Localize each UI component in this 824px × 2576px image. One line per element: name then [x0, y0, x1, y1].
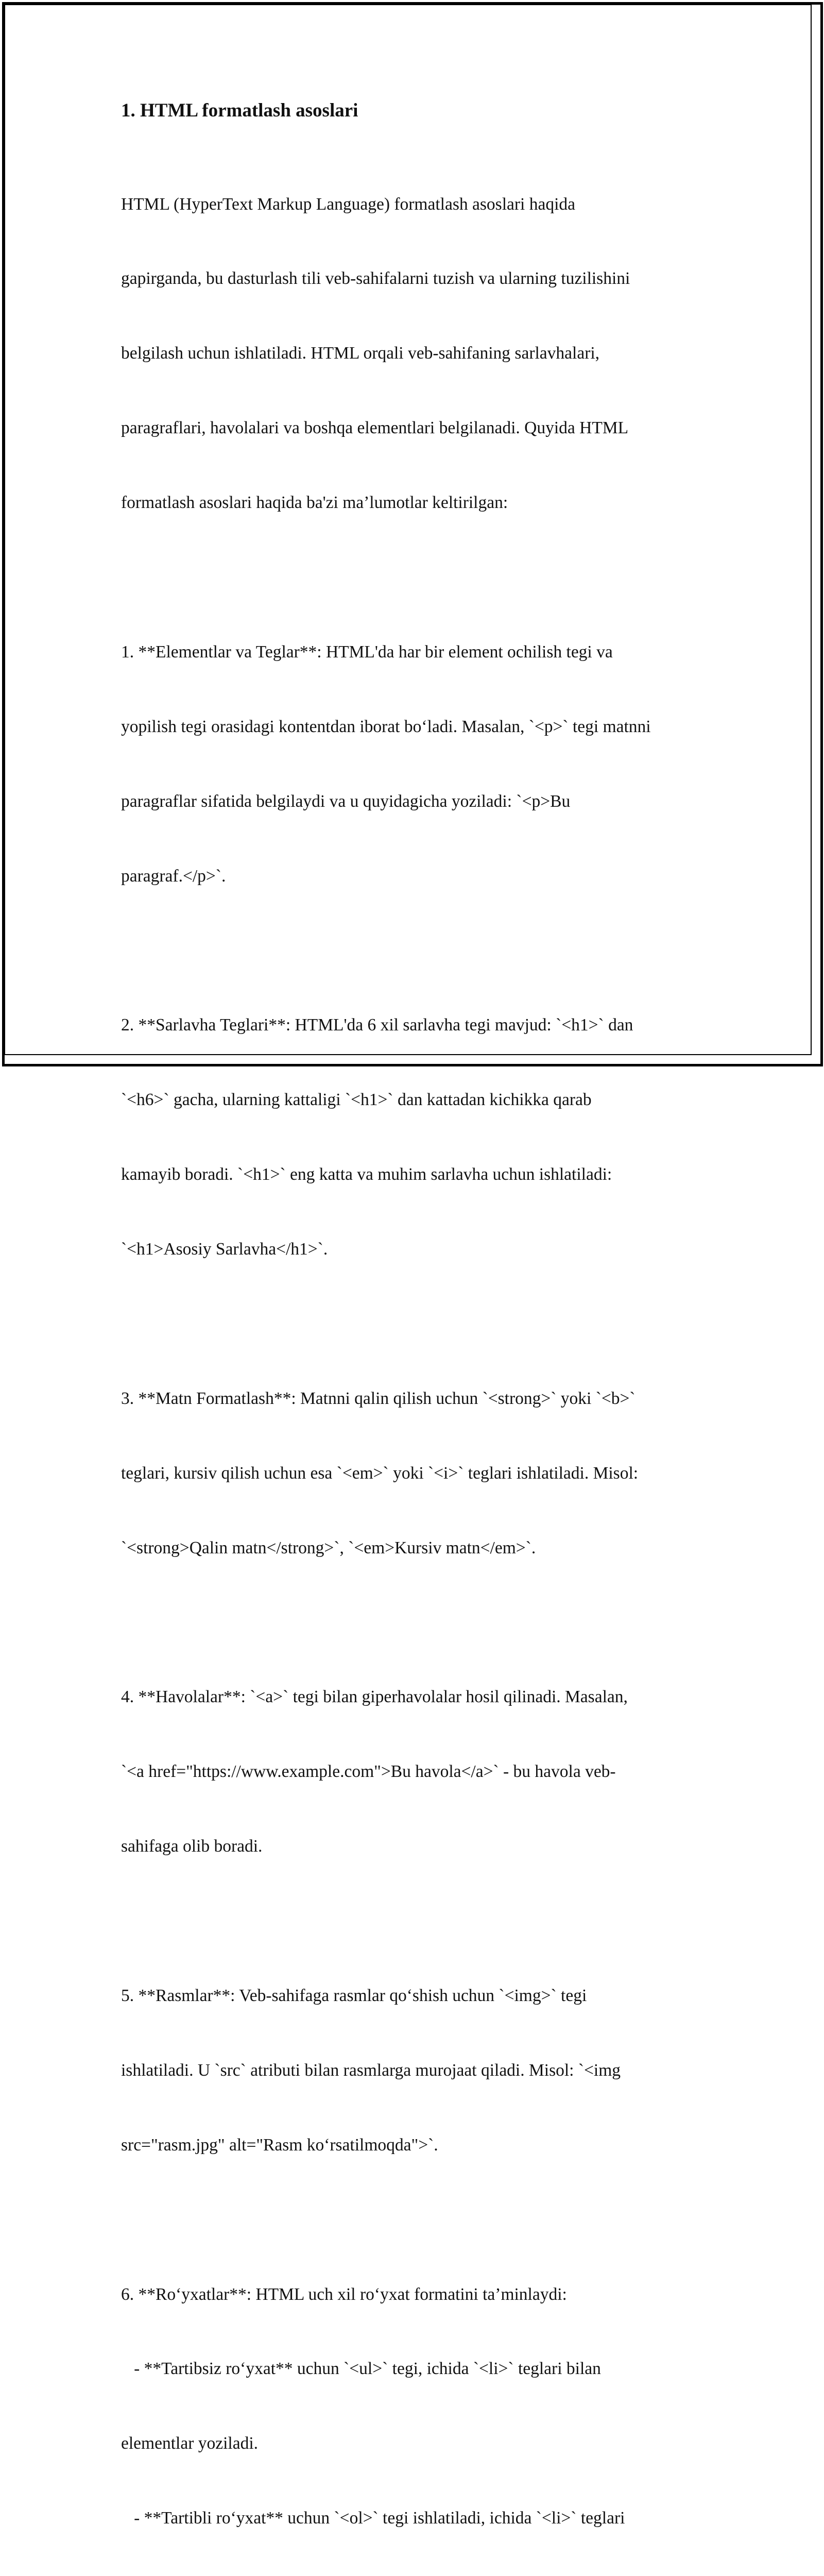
text-line: gapirganda, bu dasturlash tili veb-sahifalarni tuzish va ularning tuzilishini — [121, 269, 630, 289]
text-line: 1. **Elementlar va Teglar**: HTML'da har bir element ochilish tegi va — [121, 642, 613, 662]
point-heading-tags — [121, 963, 713, 1312]
text-line: teglari, kursiv qilish uchun esa `<em>` yoki `<i>` teglari ishlatiladi. Misol: — [121, 1463, 639, 1483]
text-line: paragraflar sifatida belgilaydi va u quyidagicha yoziladi: `<p>Bu — [121, 791, 571, 811]
text-line: yopilish tegi orasidagi kontentdan iborat bo‘ladi. Masalan, `<p>` tegi matnni — [121, 717, 651, 736]
point-text-formatting — [121, 1336, 713, 1610]
text-line: kamayib boradi. `<h1>` eng katta va muhim sarlavha uchun ishlatiladi: — [121, 1165, 612, 1184]
point-lists — [121, 2232, 713, 2576]
text-line: 4. **Havolalar**: `<a>` tegi bilan giperhavolalar hosil qilinadi. Masalan, — [121, 1687, 628, 1707]
text-line: `<a href="https://www.example.com">Bu havola</a>` - bu havola veb- — [121, 1762, 616, 1782]
text-line: - **Tartibli ro‘yxat** uchun `<ol>` tegi ishlatiladi, ichida `<li>` teglari — [121, 2509, 625, 2528]
text-line: `<strong>Qalin matn</strong>`, `<em>Kursiv matn</em>`. — [121, 1538, 536, 1557]
text-line: `<h1>Asosiy Sarlavha</h1>`. — [121, 1240, 328, 1259]
point-elements-tags — [121, 590, 713, 938]
text-line: formatlash asoslari haqida ba'zi ma’lumotlar keltirilgan: — [121, 493, 508, 513]
text-line: belgilash uchun ishlatiladi. HTML orqali veb-sahifaning sarlavhalari, — [121, 344, 600, 363]
intro-paragraph — [121, 142, 713, 565]
text-line: paragraflari, havolalari va boshqa elementlari belgilanadi. Quyida HTML — [121, 418, 629, 438]
point-images — [121, 1934, 713, 2207]
text-line: HTML (HyperText Markup Language) formatlash asoslari haqida — [121, 194, 576, 214]
text-line: src="rasm.jpg" alt="Rasm ko‘rsatilmoqda">`. — [121, 2135, 438, 2155]
text-line: paragraf.</p>`. — [121, 866, 226, 886]
point-links — [121, 1635, 713, 1909]
document-body — [121, 96, 713, 2576]
text-line: 3. **Matn Formatlash**: Matnni qalin qilish uchun `<strong>` yoki `<b>` — [121, 1388, 636, 1408]
text-line: 2. **Sarlavha Teglari**: HTML'da 6 xil sarlavha tegi mavjud: `<h1>` dan — [121, 1015, 633, 1035]
text-line: elementlar yoziladi. — [121, 2434, 259, 2453]
text-line: - **Tartibsiz ro‘yxat** uchun `<ul>` tegi, ichida `<li>` teglari bilan — [121, 2359, 601, 2379]
section-title: 1. HTML formatlash asoslari — [121, 100, 358, 121]
text-line: sahifaga olib boradi. — [121, 1837, 263, 1856]
text-line: ishlatiladi. U `src` atributi bilan rasmlarga murojaat qiladi. Misol: `<img — [121, 2060, 621, 2080]
text-line: 6. **Ro‘yxatlar**: HTML uch xil ro‘yxat formatini ta’minlaydi: — [121, 2284, 567, 2304]
text-line: `<h6>` gacha, ularning kattaligi `<h1>` dan kattadan kichikka qarab — [121, 1090, 592, 1110]
text-line: 5. **Rasmlar**: Veb-sahifaga rasmlar qo‘shish uchun `<img>` tegi — [121, 1986, 587, 2005]
